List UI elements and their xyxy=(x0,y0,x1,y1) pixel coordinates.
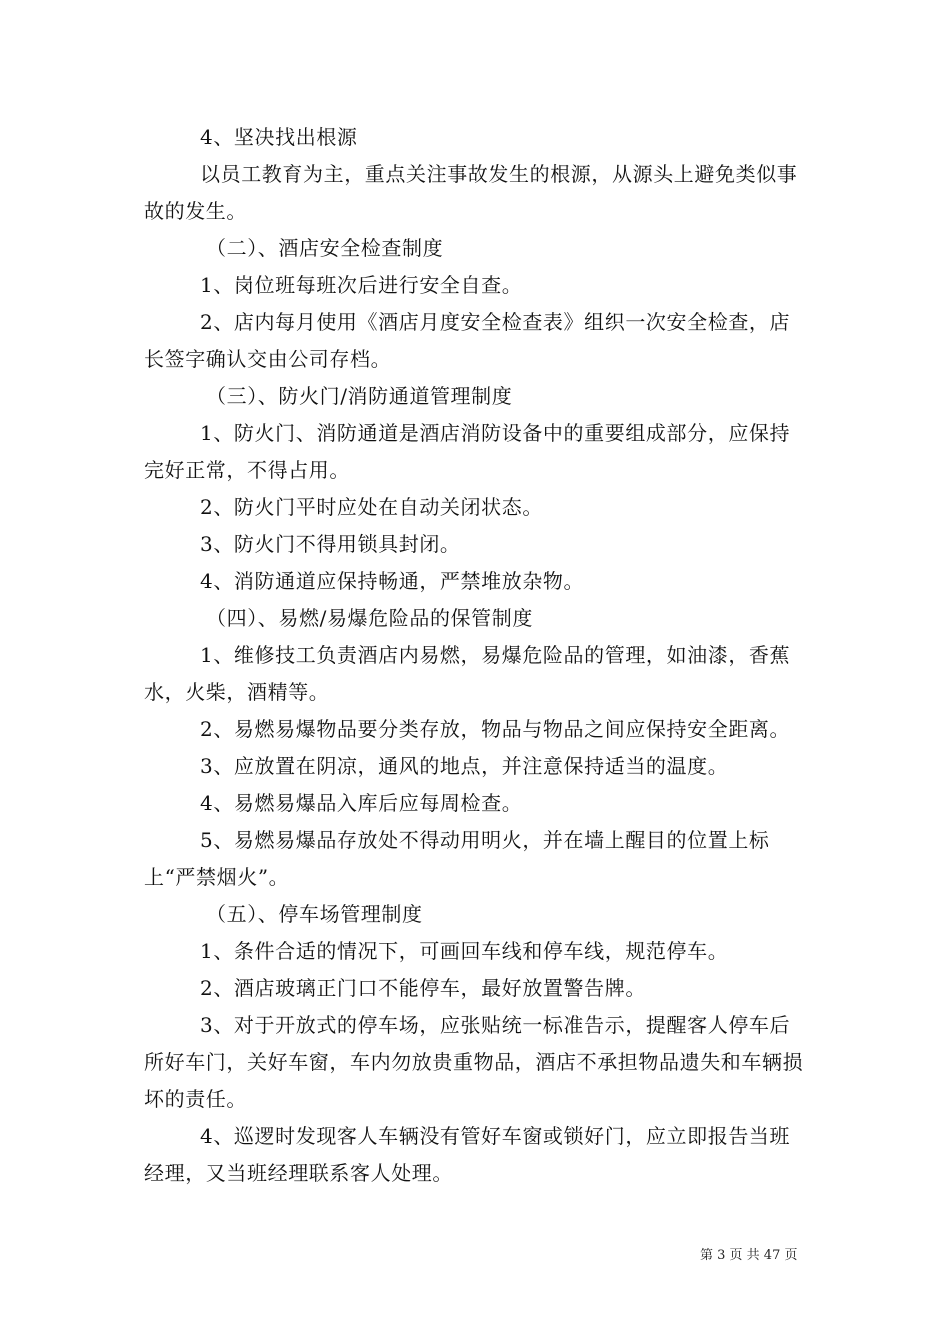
paragraph-17: 4、巡逻时发现客人车辆没有管好车窗或锁好门，应立即报告当班经理，又当班经理联系客人处理。 xyxy=(144,1124,791,1185)
page-number-footer: 第 3 页 共 47 页 xyxy=(700,1248,798,1263)
document-body xyxy=(144,119,810,1192)
paragraph-15: 2、酒店玻璃正门口不能停车，最好放置警告牌。 xyxy=(200,976,646,1000)
section-heading-5: （五）、停车场管理制度 xyxy=(206,902,423,926)
paragraph-7: 3、防火门不得用锁具封闭。 xyxy=(200,532,461,556)
paragraph-14: 1、条件合适的情况下，可画回车线和停车线，规范停车。 xyxy=(200,939,729,963)
paragraph-10: 2、易燃易爆物品要分类存放，物品与物品之间应保持安全距离。 xyxy=(200,717,791,741)
paragraph-12: 4、易燃易爆品入库后应每周检查。 xyxy=(200,791,523,815)
section-heading-2: （二）、酒店安全检查制度 xyxy=(206,236,444,260)
paragraph-9: 1、维修技工负责酒店内易燃，易爆危险品的管理，如油漆，香蕉水，火柴，酒精等。 xyxy=(144,643,791,704)
paragraph-5: 1、防火门、消防通道是酒店消防设备中的重要组成部分，应保持完好正常，不得占用。 xyxy=(144,421,791,482)
paragraph-11: 3、应放置在阴凉，通风的地点，并注意保持适当的温度。 xyxy=(200,754,729,778)
paragraph-13: 5、易燃易爆品存放处不得动用明火，并在墙上醒目的位置上标上“严禁烟火”。 xyxy=(144,828,770,889)
section-heading-3: （三）、防火门/消防通道管理制度 xyxy=(206,384,513,408)
section-heading-4: （四）、易燃/易爆危险品的保管制度 xyxy=(206,606,533,630)
paragraph-3: 1、岗位班每班次后进行安全自查。 xyxy=(200,273,523,297)
paragraph-1: 4、坚决找出根源 xyxy=(200,125,358,149)
paragraph-4: 2、店内每月使用《酒店月度安全检查表》组织一次安全检查，店长签字确认交由公司存档。 xyxy=(144,310,791,371)
paragraph-8: 4、消防通道应保持畅通，严禁堆放杂物。 xyxy=(200,569,585,593)
paragraph-6: 2、防火门平时应处在自动关闭状态。 xyxy=(200,495,543,519)
paragraph-16: 3、对于开放式的停车场，应张贴统一标准告示，提醒客人停车后所好车门，关好车窗，车内勿放贵重物品，酒店不承担物品遗失和车辆损坏的责任。 xyxy=(144,1013,804,1111)
paragraph-2: 以员工教育为主，重点关注事故发生的根源，从源头上避免类似事故的发生。 xyxy=(144,162,798,223)
